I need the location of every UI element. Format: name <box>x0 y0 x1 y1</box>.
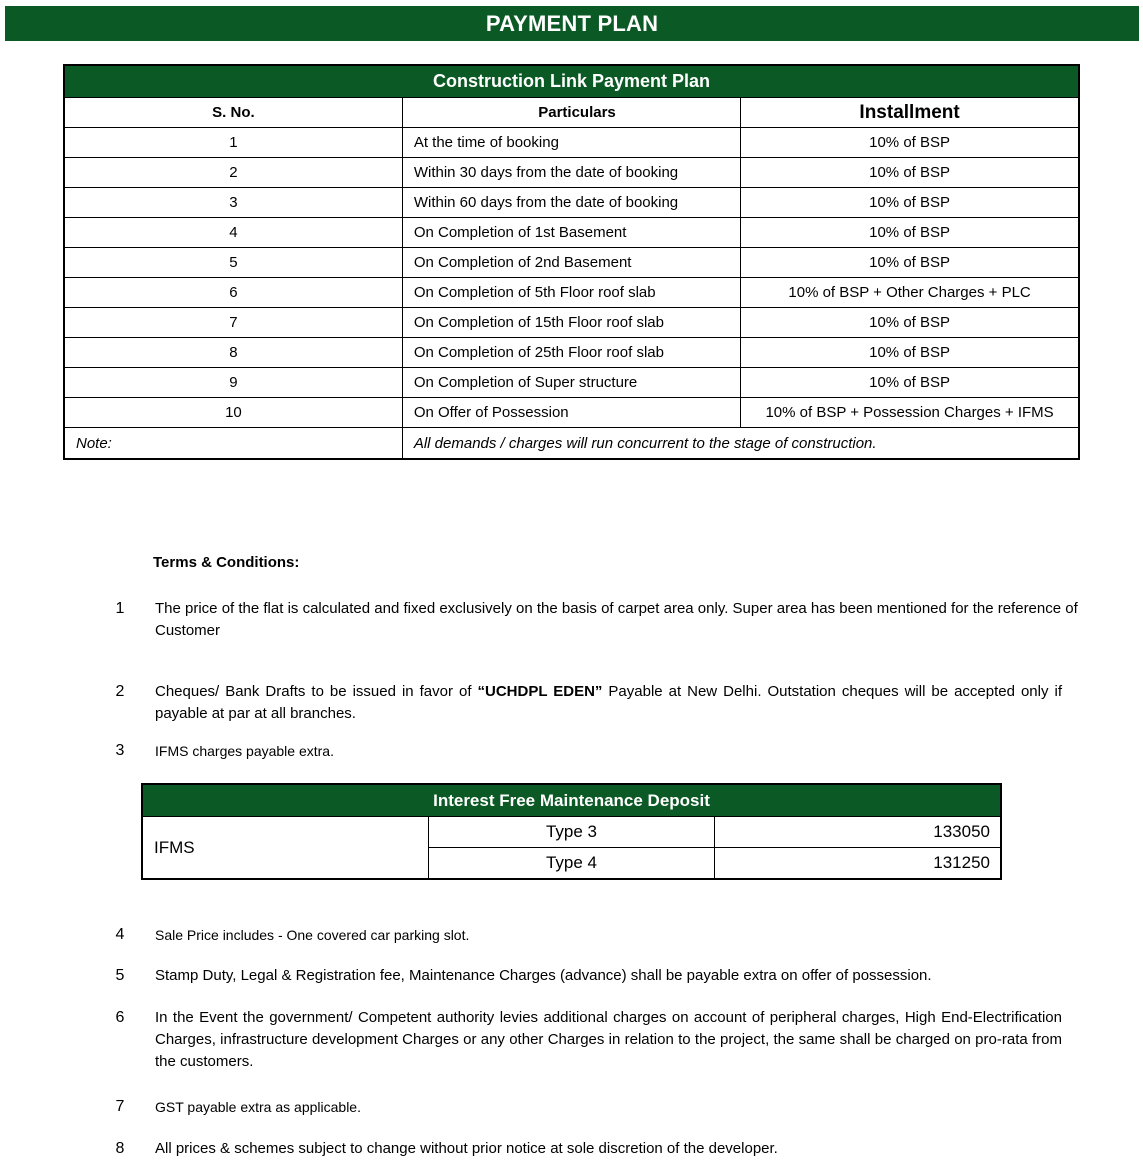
table-row <box>64 158 1079 188</box>
column-header-sno: S. No. <box>64 98 402 128</box>
term-number: 8 <box>115 1140 125 1157</box>
table-row <box>64 368 1079 398</box>
row-particular: On Completion of Super structure <box>402 368 740 398</box>
row-installment: 10% of BSP <box>741 188 1079 218</box>
table-row <box>64 308 1079 338</box>
term-text: Stamp Duty, Legal & Registration fee, Maintenance Charges (advance) shall be payable extra on offer of possession. <box>155 967 932 984</box>
row-installment: 10% of BSP <box>741 308 1079 338</box>
row-particular: Within 30 days from the date of booking <box>402 158 740 188</box>
term-text-part: Payable at New Delhi. Outstation cheques will be accepted only if payable at par at all branches. <box>155 683 1062 722</box>
row-installment: 10% of BSP <box>741 368 1079 398</box>
page-title: PAYMENT PLAN <box>5 6 1139 41</box>
ifms-label: IFMS <box>142 817 428 880</box>
term-text: In the Event the government/ Competent authority levies additional charges on account of peripheral charges, High End-Electrification Charges, infrastructure development Charges or any other Charges in relation to the project, the same shall be charged on pro-rata from the customers. <box>155 1009 1062 1070</box>
term-text <box>155 681 1062 725</box>
table-row <box>64 338 1079 368</box>
ifms-value: 131250 <box>715 848 1001 880</box>
term-number: 6 <box>115 1009 125 1026</box>
row-particular: On Completion of 1st Basement <box>402 218 740 248</box>
table-row <box>64 188 1079 218</box>
note-row <box>64 428 1079 460</box>
table-row <box>64 218 1079 248</box>
column-header-installment: Installment <box>741 98 1079 128</box>
term-number: 7 <box>115 1098 125 1115</box>
row-installment: 10% of BSP <box>741 248 1079 278</box>
row-sno: 1 <box>64 128 402 158</box>
term-text: All prices & schemes subject to change without prior notice at sole discretion of the developer. <box>155 1140 778 1157</box>
ifms-table <box>141 783 1002 880</box>
ifms-title: Interest Free Maintenance Deposit <box>142 784 1001 817</box>
table-row <box>64 248 1079 278</box>
ifms-type: Type 3 <box>428 817 714 848</box>
table-row <box>64 278 1079 308</box>
row-installment: 10% of BSP <box>741 218 1079 248</box>
row-sno: 4 <box>64 218 402 248</box>
term-text: GST payable extra as applicable. <box>155 1099 361 1115</box>
column-header-particulars: Particulars <box>402 98 740 128</box>
row-sno: 5 <box>64 248 402 278</box>
row-installment: 10% of BSP <box>741 338 1079 368</box>
note-text: All demands / charges will run concurrent to the stage of construction. <box>402 428 1079 460</box>
row-particular: At the time of booking <box>402 128 740 158</box>
row-sno: 9 <box>64 368 402 398</box>
row-sno: 7 <box>64 308 402 338</box>
term-number: 5 <box>115 967 125 984</box>
row-sno: 3 <box>64 188 402 218</box>
term-number: 2 <box>115 683 125 700</box>
row-particular: On Completion of 2nd Basement <box>402 248 740 278</box>
row-sno: 8 <box>64 338 402 368</box>
term-number: 4 <box>115 926 125 943</box>
table-row <box>64 398 1079 428</box>
row-sno: 2 <box>64 158 402 188</box>
term-text: Sale Price includes - One covered car parking slot. <box>155 927 470 943</box>
term-number: 3 <box>115 742 125 759</box>
row-installment: 10% of BSP <box>741 158 1079 188</box>
row-installment: 10% of BSP <box>741 128 1079 158</box>
term-text: IFMS charges payable extra. <box>155 743 334 759</box>
term-number: 1 <box>115 600 125 617</box>
term-text: The price of the flat is calculated and fixed exclusively on the basis of carpet area only. Super area has been mentioned for the reference of Customer <box>155 600 1078 639</box>
row-installment: 10% of BSP + Possession Charges + IFMS <box>741 398 1079 428</box>
table-row <box>64 128 1079 158</box>
note-label: Note: <box>64 428 402 460</box>
row-sno: 6 <box>64 278 402 308</box>
row-particular: On Completion of 25th Floor roof slab <box>402 338 740 368</box>
row-particular: Within 60 days from the date of booking <box>402 188 740 218</box>
row-particular: On Completion of 5th Floor roof slab <box>402 278 740 308</box>
row-installment: 10% of BSP + Other Charges + PLC <box>741 278 1079 308</box>
row-particular: On Offer of Possession <box>402 398 740 428</box>
row-sno: 10 <box>64 398 402 428</box>
row-particular: On Completion of 15th Floor roof slab <box>402 308 740 338</box>
ifms-value: 133050 <box>715 817 1001 848</box>
terms-heading: Terms & Conditions: <box>153 554 300 571</box>
payment-plan-table <box>63 64 1080 460</box>
payment-plan-title: Construction Link Payment Plan <box>64 65 1079 98</box>
ifms-type: Type 4 <box>428 848 714 880</box>
payee-name: “UCHDPL EDEN” <box>477 683 603 700</box>
term-text-part: Cheques/ Bank Drafts to be issued in favor of <box>155 683 478 700</box>
